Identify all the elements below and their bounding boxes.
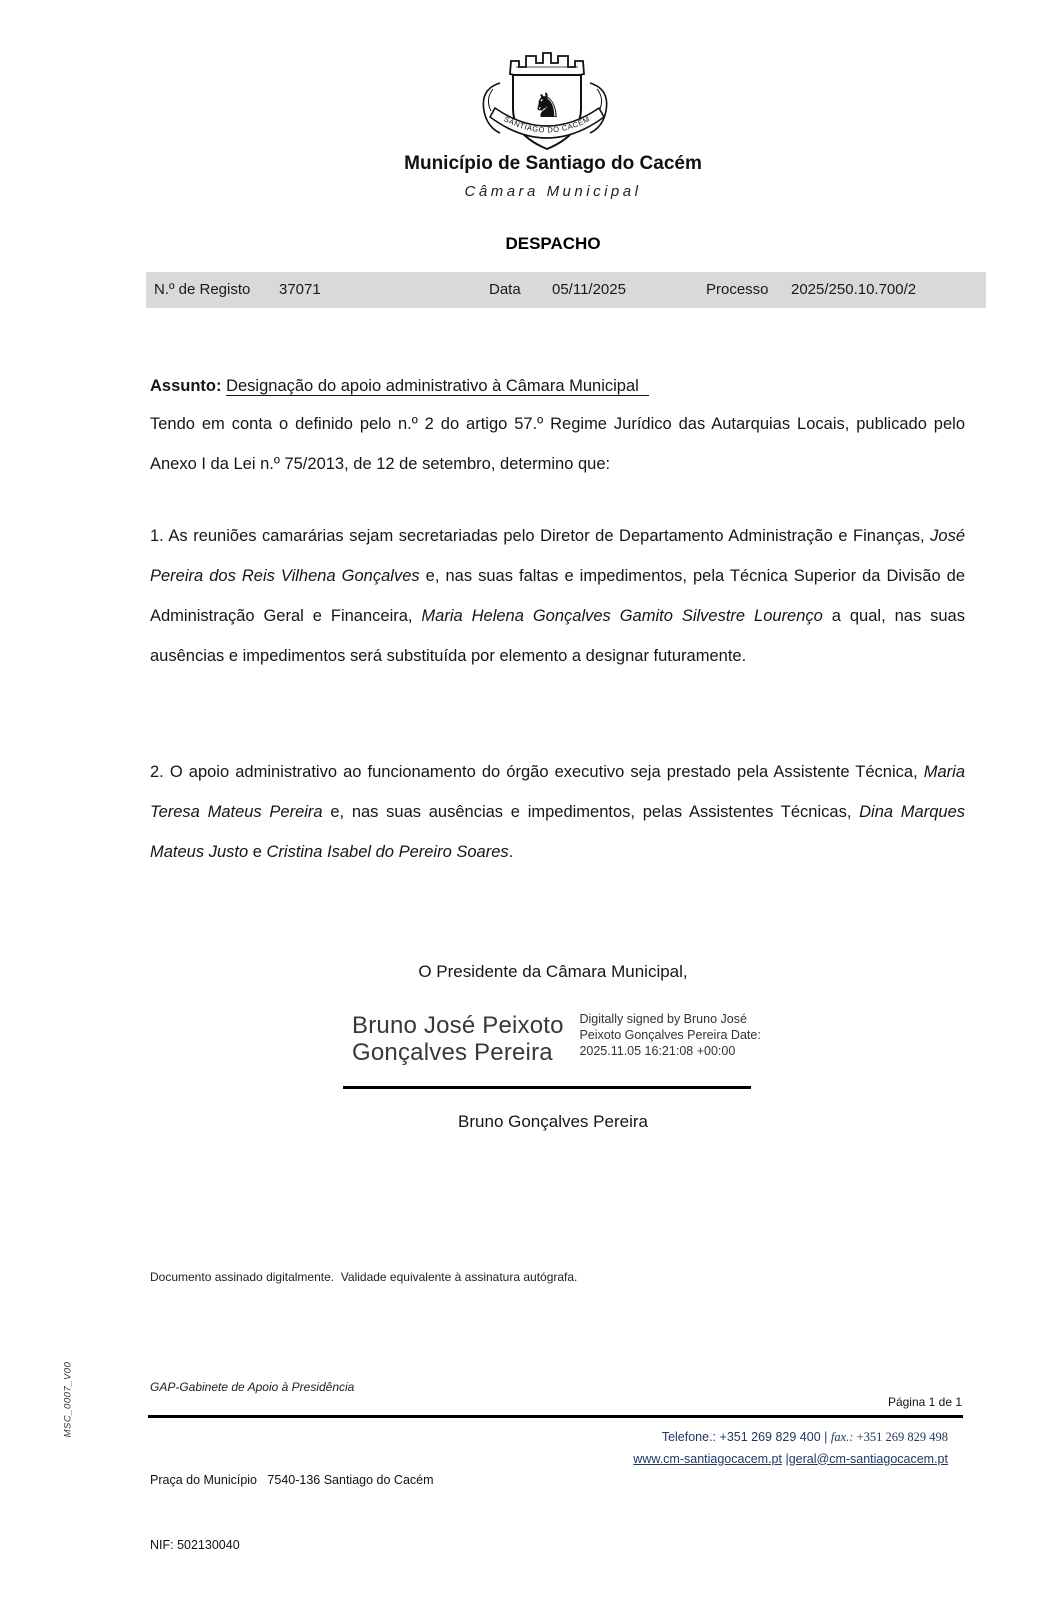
email-link[interactable]: geral@cm-santiagocacem.pt	[788, 1451, 948, 1466]
body-paragraph-2: 2. O apoio administrativo ao funcionamento do órgão executivo seja prestado pela Assistente Técnica, Maria Teresa Mateus Pereira e, nas suas ausências e impedimentos, pelas Assistentes Técnicas, Dina Marques Mateus Justo e Cristina Isabel do Pereiro Soares.	[150, 763, 966, 861]
document-title: DESPACHO	[505, 234, 601, 253]
digital-signature-block	[352, 1012, 782, 1066]
crest-banner-text: SANTIAGO DO CACÉM	[502, 114, 592, 135]
digital-validity-note: Documento assinado digitalmente. Validade equivalente à assinatura autógrafa.	[150, 1270, 578, 1284]
digital-signature-note: Digitally signed by Bruno José Peixoto Gonçalves Pereira Date: 2025.11.05 16:21:08 +00:00	[579, 1012, 761, 1058]
subject-text: Designação do apoio administrativo à Câmara Municipal	[226, 377, 649, 396]
digital-signature-name: Bruno José Peixoto Gonçalves Pereira	[352, 1012, 564, 1066]
signature-heading: O Presidente da Câmara Municipal,	[418, 962, 688, 981]
subject-label: Assunto:	[150, 377, 222, 395]
nif-line: NIF: 502130040	[150, 1537, 240, 1552]
body-paragraph-1: 1. As reuniões camarárias sejam secretariadas pelo Diretor de Departamento Administração e Finanças, José Pereira dos Reis Vilhena Gonçalves e, nas suas faltas e impedimentos, pela Técnica Superior da Divisão de Administração Geral e Financeira, Maria Helena Gonçalves Gamito Silvestre Lourenço a qual, nas suas ausências e impedimentos será substituída por elemento a designar futuramente.	[150, 527, 966, 665]
registry-number-label: N.º de Registo	[154, 281, 251, 298]
registry-number-value: 37071	[279, 281, 321, 298]
signature-rule	[343, 1086, 751, 1089]
registry-bar	[146, 272, 986, 308]
separator: |	[820, 1430, 831, 1444]
footer-contact-block	[633, 1427, 948, 1470]
municipality-name: Município de Santiago do Cacém	[404, 153, 702, 174]
department-note: GAP-Gabinete de Apoio à Presidência	[150, 1380, 355, 1394]
page-number: Página 1 de 1	[887, 1395, 962, 1409]
address-line: Praça do Município 7540-136 Santiago do Cacém	[150, 1473, 434, 1487]
org-subtitle: Câmara Municipal	[464, 183, 642, 200]
fax-label: fax.:	[830, 1430, 857, 1444]
subject-line	[150, 366, 965, 406]
phone-value: +351 269 829 400	[719, 1430, 821, 1444]
links-line	[633, 1449, 948, 1471]
fax-value: +351 269 829 498	[856, 1430, 948, 1444]
separator: |	[781, 1451, 789, 1466]
process-value: 2025/250.10.700/2	[791, 281, 917, 298]
date-label: Data	[489, 281, 521, 298]
signer-printed-name: Bruno Gonçalves Pereira	[458, 1112, 648, 1131]
date-value: 05/11/2025	[552, 281, 626, 298]
intro-paragraph: Tendo em conta o definido pelo n.º 2 do artigo 57.º Regime Jurídico das Autarquias Locais, publicado pelo Anexo I da Lei n.º 75/2013, de 12 de setembro, determino que:	[150, 415, 965, 473]
knight-icon: ♞	[531, 86, 563, 126]
footer-rule	[148, 1415, 963, 1418]
phone-label: Telefone.:	[661, 1430, 720, 1444]
coat-of-arms-icon	[460, 44, 630, 156]
website-link[interactable]: www.cm-santiagocacem.pt	[633, 1451, 782, 1466]
footer-address-block	[150, 1427, 434, 1599]
phone-line	[633, 1427, 948, 1449]
doc-code-vertical: MSC_0007_V00	[62, 1361, 74, 1438]
process-label: Processo	[706, 281, 769, 298]
